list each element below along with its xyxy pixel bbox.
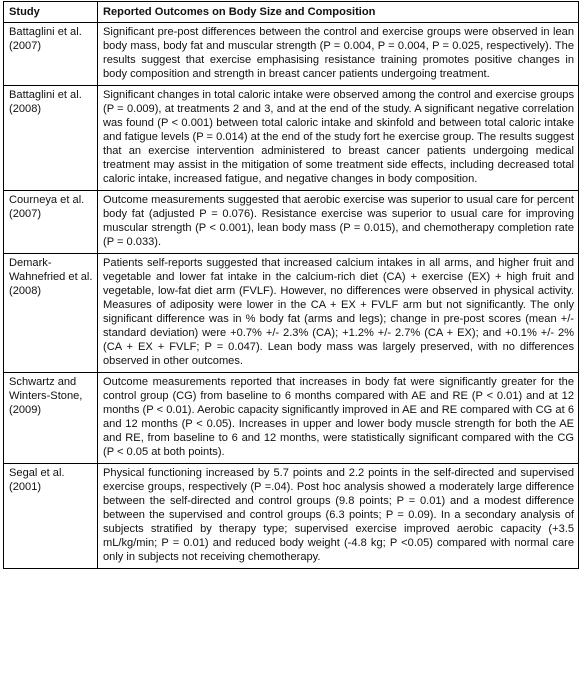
outcomes-table — [3, 1, 579, 569]
header-study: Study — [4, 2, 98, 23]
table-row — [4, 191, 579, 254]
study-cell: Demark-Wahnefried et al. (2008) — [4, 254, 98, 373]
study-cell: Battaglini et al. (2007) — [4, 23, 98, 86]
outcome-cell: Significant pre-post differences between the control and exercise groups were observed in lean body mass, body fat and muscular strength (P = 0.004, P = 0.004, P = 0.025, respectively). The results suggest that exercise emphasising resistance training promotes positive changes in body composition and strength in breast cancer patients undergoing treatment. — [98, 23, 579, 86]
outcome-cell: Significant changes in total caloric intake were observed among the control and exercise groups (P = 0.009), at treatments 2 and 3, and at the end of the study. A significant negative correlation was found (P < 0.001) between total caloric intake and skinfold and between total caloric intake and fatigue levels (P = 0.014) at the end of the study fort he exercise group. The results suggest that an exercise intervention administered to breast cancer patients undergoing medical treatment may assist in the mitigation of some treatment side effects, including decreased total caloric intake, increased fatigue, and negative changes in body composition. — [98, 86, 579, 191]
outcome-cell: Physical functioning increased by 5.7 points and 2.2 points in the self-directed and supervised exercise groups, respectively (P =.04). Post hoc analysis showed a moderately large difference between the self-directed and control groups (9.8 points; P = 0.01) and a modest difference between the supervised and control groups (6.3 points; P = 0.09). In a secondary analysis of subjects stratified by therapy type; supervised exercise improved aerobic capacity (+3.5 mL/kg/min; P = 0.01) and reduced body weight (-4.8 kg; P <0.05) compared with normal care only in subjects not receiving chemotherapy. — [98, 464, 579, 569]
table-row — [4, 373, 579, 464]
table-row — [4, 254, 579, 373]
table-row — [4, 86, 579, 191]
table-row — [4, 464, 579, 569]
table-row — [4, 23, 579, 86]
study-cell: Segal et al. (2001) — [4, 464, 98, 569]
header-outcomes: Reported Outcomes on Body Size and Composition — [98, 2, 579, 23]
outcome-cell: Outcome measurements reported that increases in body fat were significantly greater for the control group (CG) from baseline to 6 months compared with AE and RE (P < 0.01) and at 12 months (P < 0.01). Aerobic capacity significantly improved in AE and RE compared with CG at 6 and 12 months (P < 0.05). Increases in upper and lower body muscle strength for both the AE and RE, from baseline to 6 and 12 months, were statistically significant compared with the CG (P < 0.05 at both points). — [98, 373, 579, 464]
study-cell: Courneya et al. (2007) — [4, 191, 98, 254]
header-row — [4, 2, 579, 23]
study-cell: Schwartz and Winters-Stone, (2009) — [4, 373, 98, 464]
outcome-cell: Patients self-reports suggested that increased calcium intakes in all arms, and higher fruit and vegetable and lower fat intake in the calcium-rich diet (CA) + exercise (EX) + high fruit and vegetable, low-fat diet arm (FVLF). However, no differences were observed in physical activity. Measures of adiposity were lower in the CA + EX + FVLF arm but not significantly. The only significant difference was in % body fat (arms and legs); change in pre-post scores (mean +/- standard deviation) were +0.7% +/- 2.3% (CA); +1.2% +/- 2.7% (CA + EX); and +0.1% +/- 2% (CA + EX + FVLF; P = 0.047). Lean body mass was largely preserved, with no differences observed in other outcomes. — [98, 254, 579, 373]
study-cell: Battaglini et al. (2008) — [4, 86, 98, 191]
outcome-cell: Outcome measurements suggested that aerobic exercise was superior to usual care for percent body fat (adjusted P = 0.076). Resistance exercise was superior to usual care for improving muscular strength (P < 0.001), lean body mass (P = 0.015), and chemotherapy completion rate (P = 0.033). — [98, 191, 579, 254]
